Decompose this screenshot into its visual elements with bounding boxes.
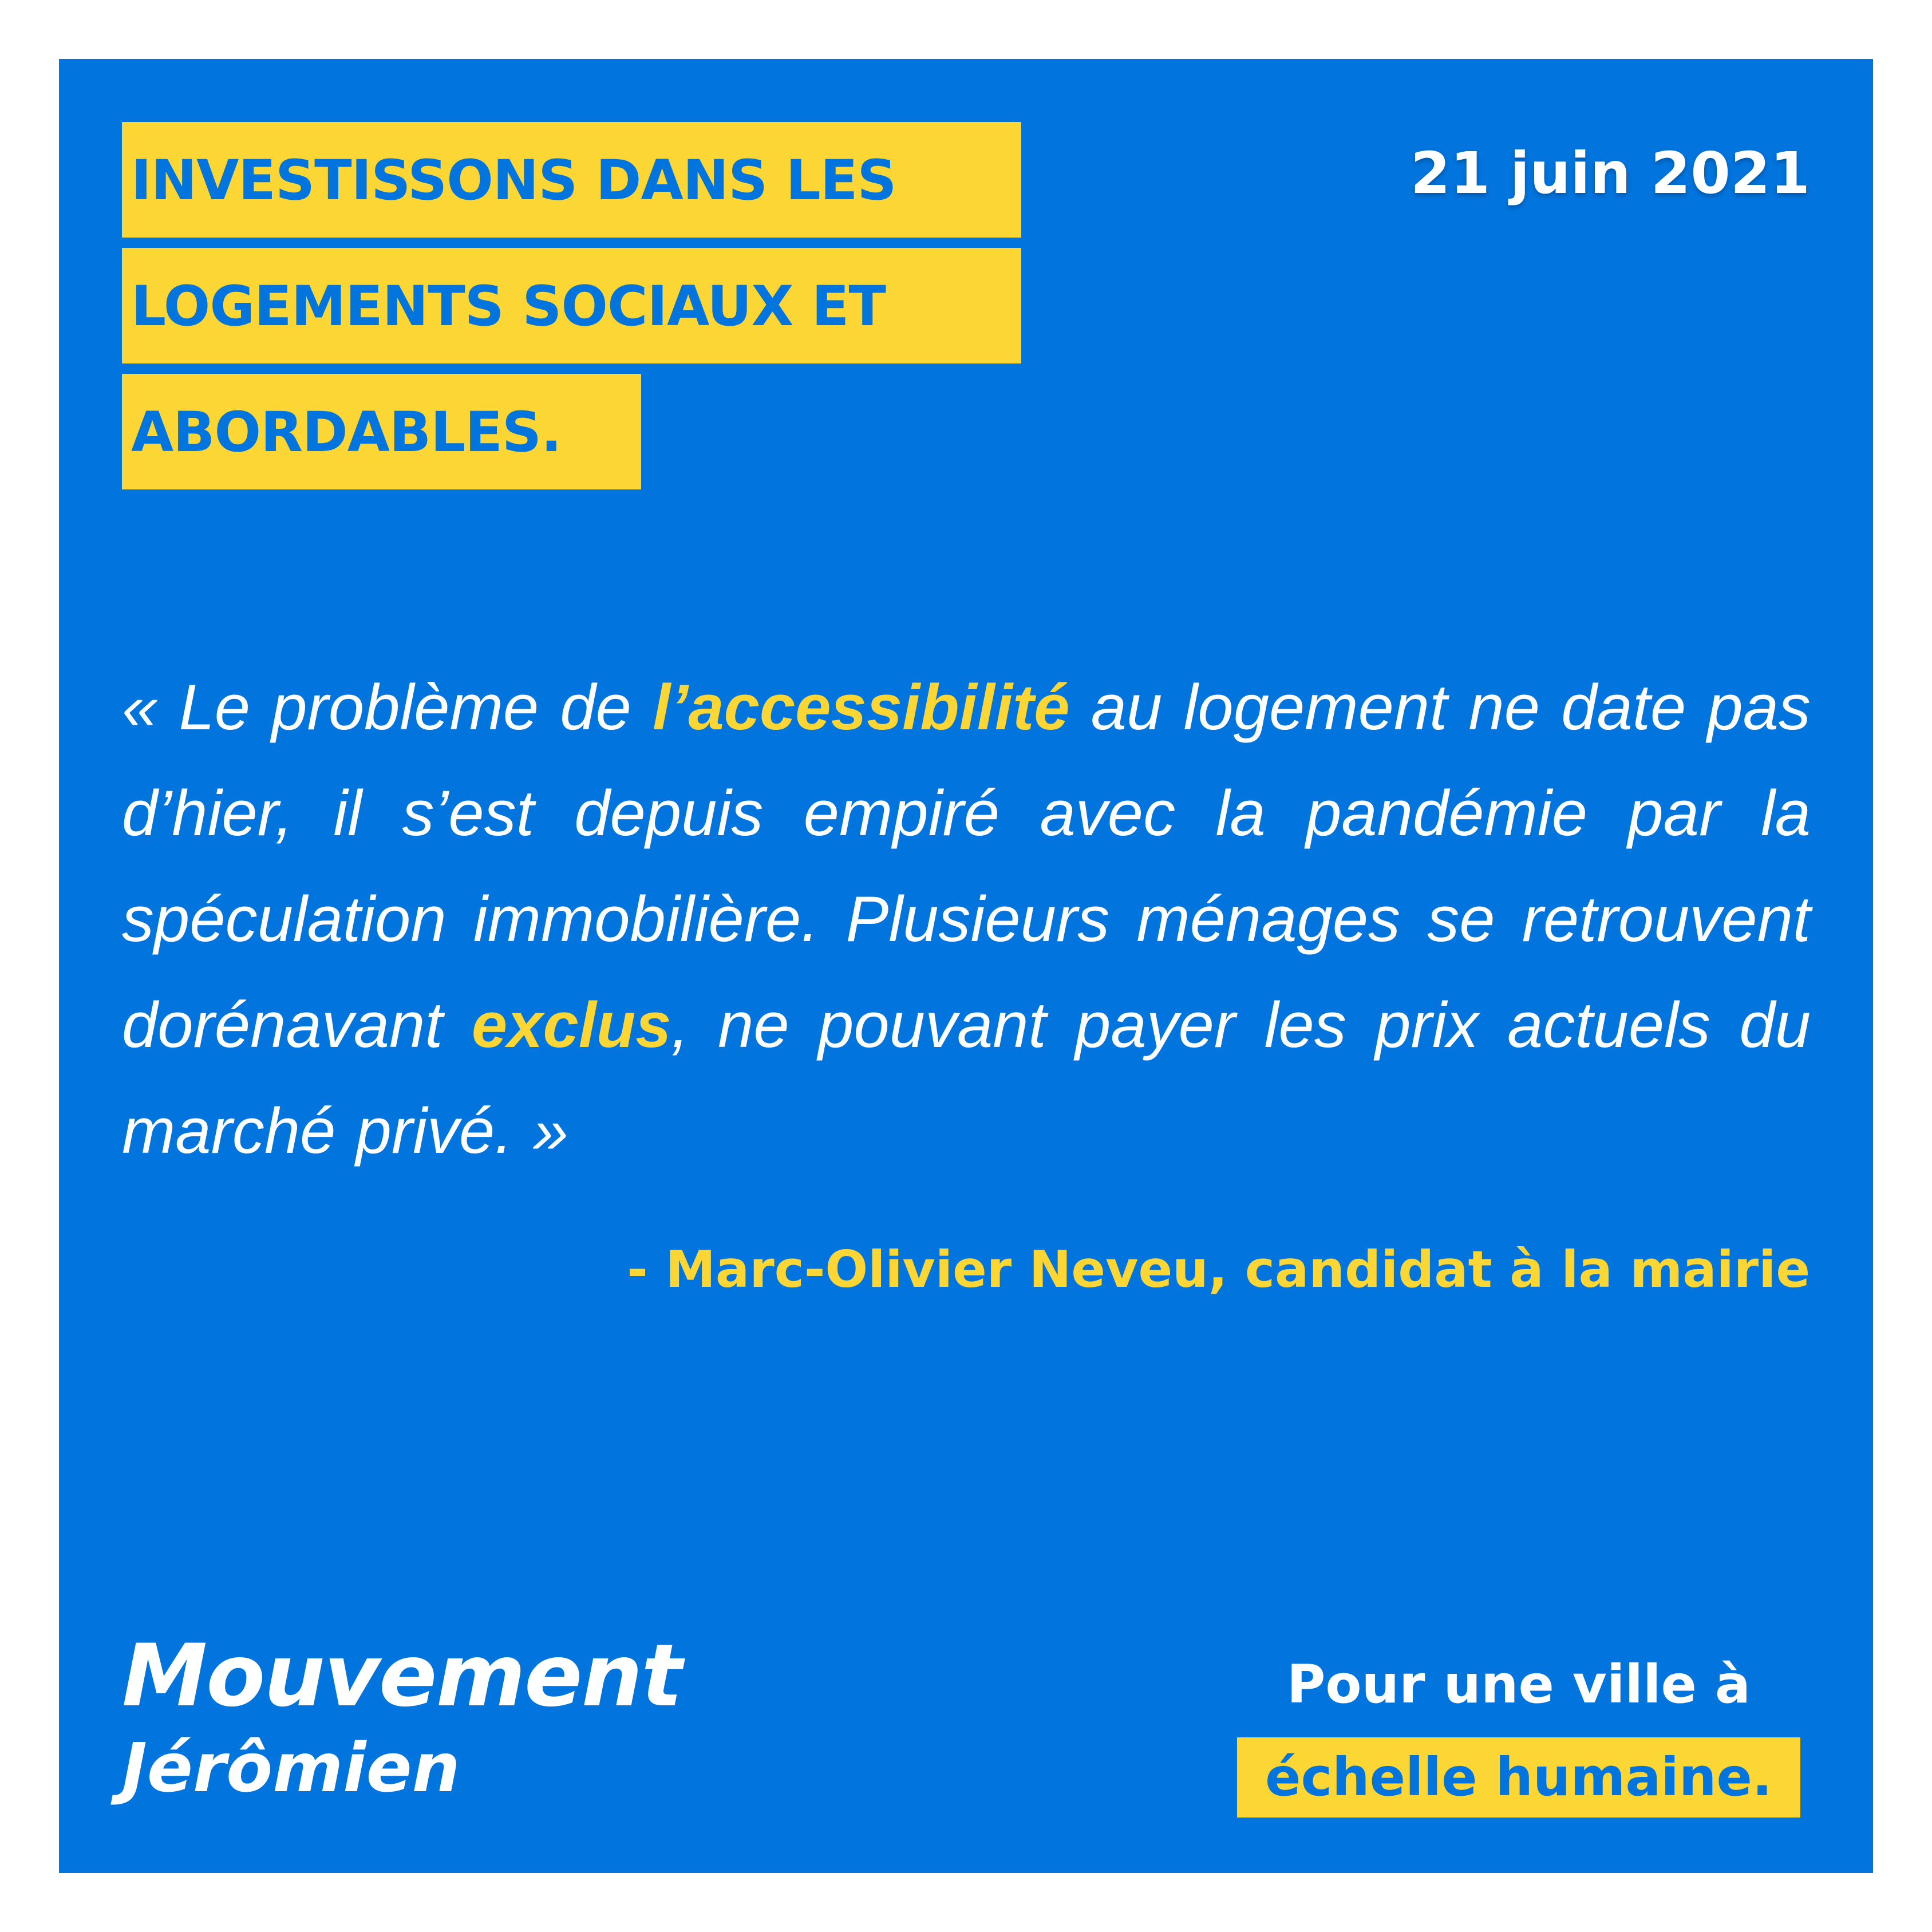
organization-name-line-2: Jérômien [122, 1728, 460, 1807]
quote-highlight-accessibilite: l’accessibilité [653, 671, 1070, 743]
quote-part-2: au logement ne date pas d’hier, il s’est depuis empiré avec la pandémie par la spéculation immobilière. Plusieurs ménages se retrouvent dorénavant [122, 671, 1811, 1061]
quote-text [122, 654, 1811, 1184]
organization-logo [122, 1627, 681, 1811]
slogan-line-1: Pour une ville à [1286, 1654, 1751, 1715]
quote-highlight-exclus: exclus [471, 989, 671, 1061]
slogan [1232, 1650, 1805, 1818]
headline [122, 122, 1038, 500]
slogan-line-2: échelle humaine. [1237, 1737, 1800, 1818]
headline-line-1: INVESTISSONS DANS LES [122, 122, 1021, 238]
headline-line-3: ABORDABLES. [122, 374, 641, 489]
post-date: 21 juin 2021 [1410, 140, 1810, 207]
organization-name-line-1: Mouvement [122, 1626, 682, 1726]
quote-part-3: , ne pouvant payer les prix actuels du marché privé. » [122, 989, 1811, 1167]
quote-part-1: « Le problème de [122, 671, 653, 743]
headline-line-2: LOGEMENTS SOCIAUX ET [122, 248, 1021, 364]
quote-attribution: - Marc-Olivier Neveu, candidat à la mairie [627, 1240, 1810, 1299]
campaign-card [59, 59, 1873, 1873]
